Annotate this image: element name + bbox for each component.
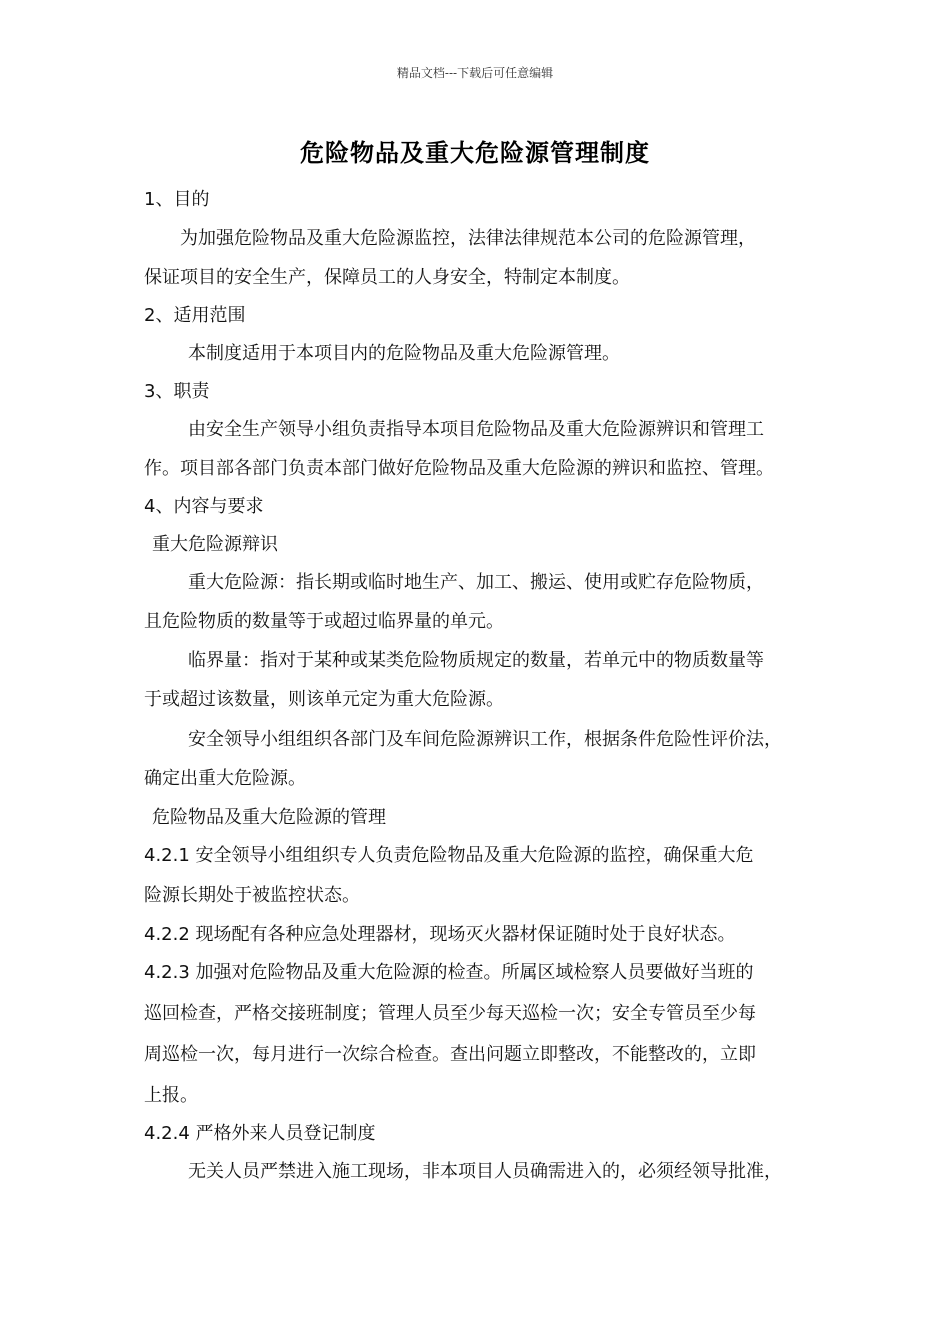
paragraph-line: 上报。 (144, 1085, 198, 1106)
paragraph-line: 且危险物质的数量等于或超过临界量的单元。 (144, 611, 504, 632)
page-header: 精品文档---下载后可任意编辑 (396, 66, 554, 80)
paragraph-line: 为加强危险物品及重大危险源监控，法律法律规范本公司的危险源管理， (180, 228, 756, 249)
section-4-heading: 4、内容与要求 (144, 496, 264, 517)
subsection-heading: 危险物品及重大危险源的管理 (152, 807, 386, 828)
document-title: 危险物品及重大危险源管理制度 (300, 139, 650, 167)
section-1-heading: 1、目的 (144, 189, 210, 210)
section-2-heading: 2、适用范围 (144, 305, 246, 326)
paragraph-line: 保证项目的安全生产，保障员工的人身安全，特制定本制度。 (144, 267, 630, 288)
clause-4-2-2: 4.2.2 现场配有各种应急处理器材，现场灭火器材保证随时处于良好状态。 (144, 924, 736, 945)
paragraph-line: 作。项目部各部门负责本部门做好危险物品及重大危险源的辨识和监控、管理。 (144, 458, 774, 479)
paragraph-line: 由安全生产领导小组负责指导本项目危险物品及重大危险源辨识和管理工 (188, 419, 764, 440)
paragraph-line: 巡回检查，严格交接班制度；管理人员至少每天巡检一次；安全专管员至少每 (144, 1003, 756, 1024)
paragraph-line: 于或超过该数量，则该单元定为重大危险源。 (144, 689, 504, 710)
clause-4-2-3: 4.2.3 加强对危险物品及重大危险源的检查。所属区域检察人员要做好当班的 (144, 962, 754, 983)
section-3-heading: 3、职责 (144, 381, 210, 402)
clause-4-2-4: 4.2.4 严格外来人员登记制度 (144, 1123, 376, 1144)
paragraph-line: 无关人员严禁进入施工现场，非本项目人员确需进入的，必须经领导批准， (188, 1161, 782, 1182)
paragraph-line: 确定出重大危险源。 (144, 768, 306, 789)
clause-4-2-1: 4.2.1 安全领导小组组织专人负责危险物品及重大危险源的监控，确保重大危 (144, 845, 754, 866)
subsection-heading: 重大危险源辩识 (152, 534, 278, 555)
paragraph-line: 安全领导小组组织各部门及车间危险源辨识工作，根据条件危险性评价法， (188, 729, 782, 750)
paragraph-line: 险源长期处于被监控状态。 (144, 885, 360, 906)
paragraph-line: 临界量：指对于某种或某类危险物质规定的数量，若单元中的物质数量等 (188, 650, 764, 671)
paragraph-line: 重大危险源：指长期或临时地生产、加工、搬运、使用或贮存危险物质， (188, 572, 764, 593)
paragraph-line: 本制度适用于本项目内的危险物品及重大危险源管理。 (188, 343, 620, 364)
paragraph-line: 周巡检一次，每月进行一次综合检查。查出问题立即整改，不能整改的，立即 (144, 1044, 756, 1065)
